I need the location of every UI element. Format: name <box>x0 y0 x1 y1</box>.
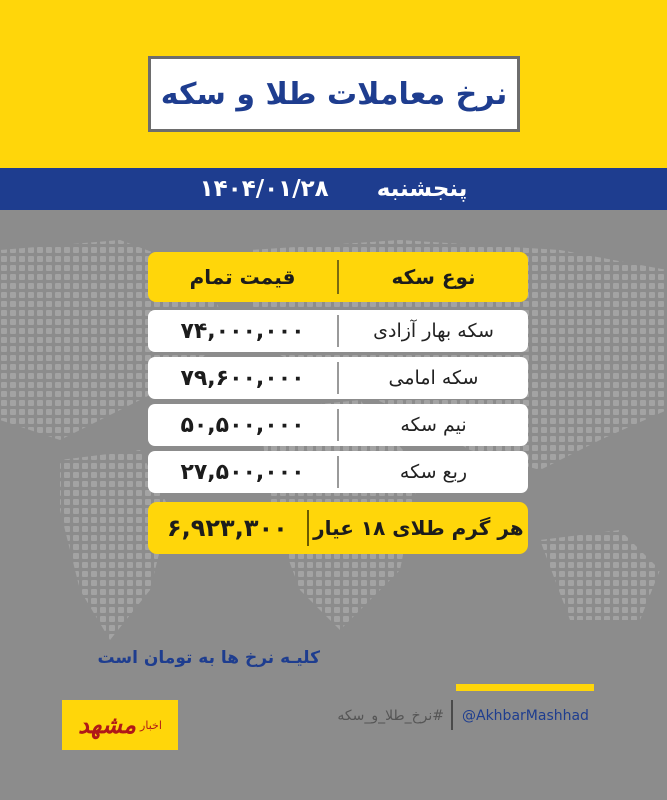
table-row <box>148 404 528 446</box>
gold-gram-divider <box>307 510 309 546</box>
logo-small-text: اخبار <box>140 718 162 732</box>
coin-name: سکه امامی <box>388 367 479 389</box>
coin-name: سکه بهار آزادی <box>373 320 494 342</box>
date-bar <box>0 168 667 210</box>
brand-logo <box>62 700 178 750</box>
footer-accent-line <box>456 684 594 691</box>
row-divider <box>337 409 339 441</box>
gold-gram-label: هر گرم طلای ۱۸ عیار <box>313 516 524 540</box>
header-coin-type: نوع سکه <box>391 265 476 289</box>
row-divider <box>337 456 339 488</box>
row-divider <box>337 315 339 347</box>
date-text: ۱۴۰۴/۰۱/۲۸ <box>199 176 329 202</box>
table-header <box>148 252 528 302</box>
table-row <box>148 310 528 352</box>
coin-name: نیم سکه <box>400 414 467 436</box>
header-divider <box>337 260 339 294</box>
gold-gram-price: ۶,۹۲۳,۳۰۰ <box>166 514 288 542</box>
page-title: نرخ معاملات طلا و سکه <box>160 76 508 112</box>
header-full-price: قیمت تمام <box>189 265 296 289</box>
hashtag[interactable]: #نرخ_طلا_و_سکه <box>337 708 444 724</box>
logo-big-text: مشهد <box>78 711 137 739</box>
day-text: پنجشنبه <box>376 176 468 202</box>
social-handle[interactable]: @AkhbarMashhad <box>462 708 589 724</box>
coin-price: ۵۰,۵۰۰,۰۰۰ <box>180 412 305 438</box>
coin-price: ۷۹,۶۰۰,۰۰۰ <box>180 365 305 391</box>
table-row <box>148 451 528 493</box>
gold-gram-box <box>148 502 528 554</box>
coin-name: ربع سکه <box>399 461 468 483</box>
coin-price: ۷۴,۰۰۰,۰۰۰ <box>180 318 305 344</box>
row-divider <box>337 362 339 394</box>
title-box <box>148 56 520 132</box>
footer-divider <box>451 700 453 730</box>
coin-price: ۲۷,۵۰۰,۰۰۰ <box>180 459 305 485</box>
table-row <box>148 357 528 399</box>
currency-note: کلیـه نرخ ها به تومان است <box>97 648 320 668</box>
